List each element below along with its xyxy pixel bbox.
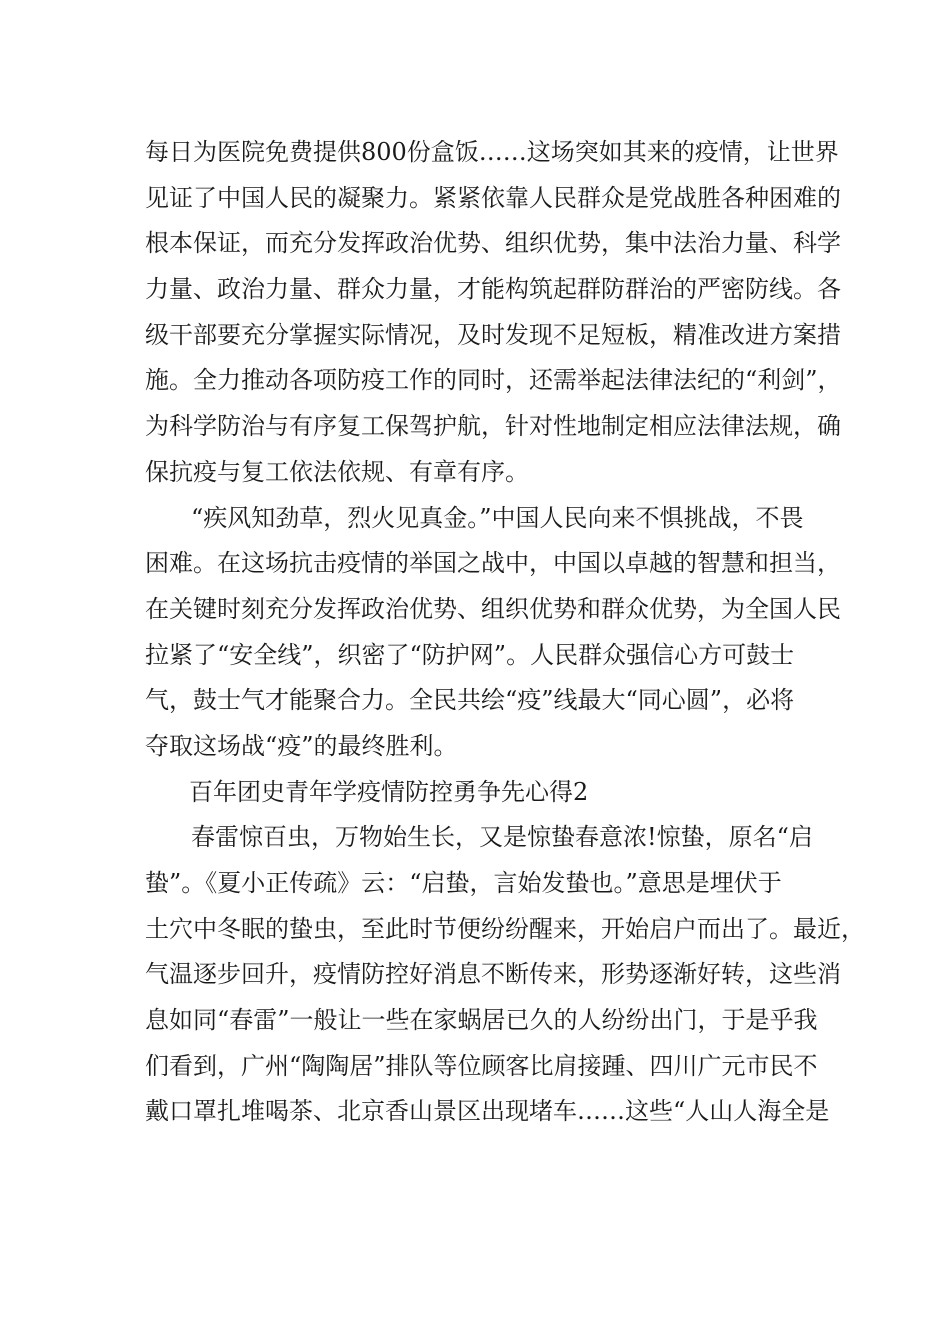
text-line: 见证了中国人民的凝聚力。紧紧依靠人民群众是党战胜各种困难的 bbox=[145, 183, 841, 212]
text-line: 保抗疫与复工依法依规、有章有序。 bbox=[145, 457, 529, 486]
text-line: 蛰”。《夏小正传疏》云：“启蛰，言始发蛰也。”意思是埋伏于 bbox=[145, 869, 782, 897]
text-line: 戴口罩扎堆喝茶、北京香山景区出现堵车……这些“人山人海全是 bbox=[145, 1097, 830, 1126]
paragraph-3 bbox=[145, 815, 865, 1135]
paragraph-1 bbox=[145, 130, 842, 496]
text-line: 土穴中冬眠的蛰虫，至此时节便纷纷醒来，开始启户而出了。最近， bbox=[145, 914, 865, 943]
text-line: 气，鼓士气才能聚合力。全民共绘“疫”线最大“同心圆”，必将 bbox=[145, 686, 795, 715]
text-line: 们看到，广州“陶陶居”排队等位顾客比肩接踵、四川广元市民不 bbox=[145, 1051, 818, 1080]
text-line: 力量、政治力量、群众力量，才能构筑起群防群治的严密防线。各 bbox=[145, 275, 841, 304]
text-line: 息如同“春雷”一般让一些在家蜗居已久的人纷纷出门，于是乎我 bbox=[145, 1006, 818, 1035]
text-line: 施。全力推动各项防疫工作的同时，还需举起法律法纪的“利剑”， bbox=[145, 366, 842, 395]
text-line: 为科学防治与有序复工保驾护航，针对性地制定相应法律法规，确 bbox=[145, 412, 841, 441]
text-line: 夺取这场战“疫”的最终胜利。 bbox=[145, 731, 458, 760]
text-line: 每日为医院免费提供800份盒饭……这场突如其来的疫情，让世界 bbox=[145, 138, 839, 166]
text-line: 困难。在这场抗击疫情的举国之战中，中国以卓越的智慧和担当， bbox=[145, 549, 841, 578]
text-line: 春雷惊百虫，万物始生长，又是惊蛰春意浓!惊蛰，原名“启 bbox=[191, 823, 813, 852]
text-line: 在关键时刻充分发挥政治优势、组织优势和群众优势，为全国人民 bbox=[145, 594, 841, 623]
text-line: 拉紧了“安全线”，织密了“防护网”。人民群众强信心方可鼓士 bbox=[145, 640, 795, 669]
section-title bbox=[145, 770, 815, 816]
document-body bbox=[145, 130, 865, 1135]
section-title-text: 百年团史青年学疫情防控勇争先心得2 bbox=[189, 777, 589, 806]
paragraph-2 bbox=[145, 496, 841, 770]
text-line: “疾风知劲草，烈火见真金。”中国人民向来不惧挑战，不畏 bbox=[191, 503, 804, 532]
text-line: 气温逐步回升，疫情防控好消息不断传来，形势逐渐好转，这些消 bbox=[145, 960, 841, 989]
text-line: 根本保证，而充分发挥政治优势、组织优势，集中法治力量、科学 bbox=[145, 229, 841, 258]
text-line: 级干部要充分掌握实际情况，及时发现不足短板，精准改进方案措 bbox=[145, 320, 841, 349]
